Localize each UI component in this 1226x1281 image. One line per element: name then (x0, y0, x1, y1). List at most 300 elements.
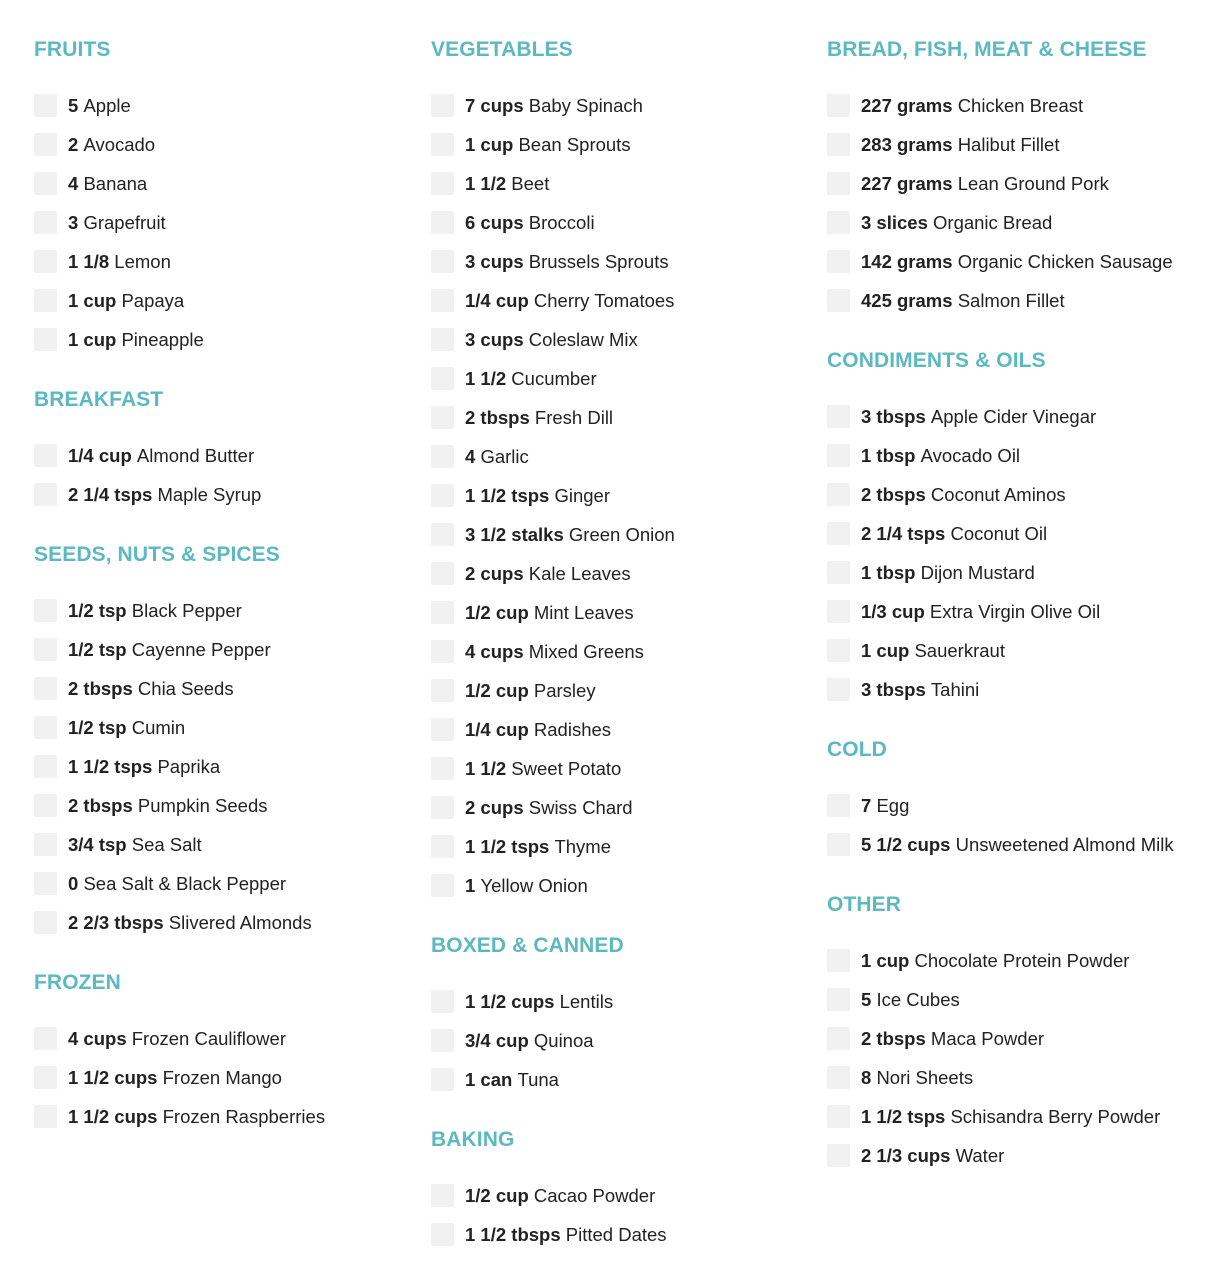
item-label (861, 949, 1129, 972)
item-name: Quinoa (533, 1030, 594, 1051)
item-checkbox[interactable] (34, 328, 57, 351)
list-item (34, 86, 424, 125)
item-checkbox[interactable] (34, 444, 57, 467)
item-checkbox[interactable] (431, 718, 454, 741)
item-quantity: 425 grams (861, 290, 953, 311)
item-name: Swiss Chard (528, 797, 633, 818)
item-checkbox[interactable] (827, 405, 850, 428)
item-quantity: 2 cups (465, 563, 524, 584)
item-checkbox[interactable] (431, 172, 454, 195)
item-name: Cayenne Pepper (131, 639, 271, 660)
item-quantity: 1 1/2 cups (68, 1067, 158, 1088)
item-name: Ginger (554, 485, 610, 506)
item-label (68, 1105, 325, 1128)
list-item (34, 708, 424, 747)
section-title: CONDIMENTS & OILS (827, 349, 1046, 372)
item-checkbox[interactable] (827, 561, 850, 584)
item-quantity: 3 tbsps (861, 406, 926, 427)
item-checkbox[interactable] (827, 1144, 850, 1167)
item-label (861, 1066, 973, 1089)
item-quantity: 1/2 tsp (68, 639, 127, 660)
item-quantity: 1 1/2 tsps (861, 1106, 946, 1127)
list-item (34, 747, 424, 786)
item-label (861, 639, 1005, 662)
item-checkbox[interactable] (34, 638, 57, 661)
item-label (465, 1223, 667, 1246)
item-name: Chicken Breast (957, 95, 1084, 116)
item-name: Schisandra Berry Powder (950, 1106, 1161, 1127)
list-item (431, 827, 821, 866)
item-checkbox[interactable] (431, 1029, 454, 1052)
item-checkbox[interactable] (34, 716, 57, 739)
item-quantity: 1/4 cup (68, 445, 132, 466)
item-label (861, 1027, 1044, 1050)
list-item (431, 593, 821, 632)
item-name: Extra Virgin Olive Oil (929, 601, 1101, 622)
item-label (68, 911, 312, 934)
item-checkbox[interactable] (827, 639, 850, 662)
item-name: Apple Cider Vinegar (930, 406, 1097, 427)
item-label (465, 1029, 594, 1052)
list-item (431, 515, 821, 554)
item-label (465, 562, 631, 585)
section-title: BOXED & CANNED (431, 934, 624, 957)
item-checkbox[interactable] (34, 133, 57, 156)
item-name: Apple (83, 95, 131, 116)
item-label (465, 640, 644, 663)
item-label (465, 289, 674, 312)
list-item (431, 281, 821, 320)
item-checkbox[interactable] (34, 250, 57, 273)
item-quantity: 1 1/2 tsps (68, 756, 153, 777)
item-checkbox[interactable] (431, 757, 454, 780)
item-checkbox[interactable] (827, 522, 850, 545)
item-quantity: 2 (68, 134, 79, 155)
item-checkbox[interactable] (34, 794, 57, 817)
item-list (827, 941, 1217, 1175)
list-item (34, 669, 424, 708)
item-checkbox[interactable] (431, 484, 454, 507)
item-checkbox[interactable] (827, 444, 850, 467)
item-quantity: 2 2/3 tbsps (68, 912, 164, 933)
item-quantity: 2 tbsps (861, 1028, 926, 1049)
list-item (431, 1215, 821, 1254)
item-label (465, 718, 611, 741)
item-label (861, 833, 1174, 856)
item-quantity: 4 cups (465, 641, 524, 662)
list-item (827, 1097, 1217, 1136)
section-vegetables (431, 36, 821, 905)
item-quantity: 2 1/4 tsps (861, 523, 946, 544)
list-item (827, 281, 1217, 320)
item-label (465, 757, 621, 780)
item-checkbox[interactable] (34, 211, 57, 234)
item-label (68, 289, 184, 312)
item-quantity: 4 (68, 173, 79, 194)
item-checkbox[interactable] (827, 250, 850, 273)
item-name: Almond Butter (136, 445, 255, 466)
item-label (861, 94, 1083, 117)
list-item (34, 1019, 424, 1058)
list-item (827, 941, 1217, 980)
item-quantity: 3 tbsps (861, 679, 926, 700)
item-checkbox[interactable] (34, 1105, 57, 1128)
list-item (34, 475, 424, 514)
item-quantity: 1/2 cup (465, 1185, 529, 1206)
list-item (827, 980, 1217, 1019)
item-quantity: 227 grams (861, 173, 953, 194)
section-frozen (34, 969, 424, 1136)
item-checkbox[interactable] (827, 289, 850, 312)
list-item (827, 203, 1217, 242)
section-bread-fish-meat-and-cheese (827, 36, 1217, 320)
item-name: Coleslaw Mix (528, 329, 638, 350)
item-checkbox[interactable] (34, 755, 57, 778)
item-name: Tahini (930, 679, 980, 700)
item-checkbox[interactable] (431, 94, 454, 117)
item-name: Avocado Oil (920, 445, 1021, 466)
item-label (68, 638, 271, 661)
item-label (861, 211, 1052, 234)
item-quantity: 3 cups (465, 251, 524, 272)
item-quantity: 1 (465, 875, 476, 896)
list-item (34, 164, 424, 203)
item-checkbox[interactable] (34, 677, 57, 700)
item-name: Coconut Aminos (930, 484, 1066, 505)
list-item (34, 864, 424, 903)
item-name: Baby Spinach (528, 95, 643, 116)
item-checkbox[interactable] (431, 679, 454, 702)
list-item (431, 1176, 821, 1215)
item-label (465, 94, 643, 117)
item-quantity: 5 1/2 cups (861, 834, 951, 855)
item-label (861, 289, 1065, 312)
item-checkbox[interactable] (827, 483, 850, 506)
item-list (431, 1176, 821, 1254)
item-name: Black Pepper (131, 600, 242, 621)
item-label (68, 599, 242, 622)
item-checkbox[interactable] (827, 172, 850, 195)
item-checkbox[interactable] (34, 1066, 57, 1089)
item-quantity: 142 grams (861, 251, 953, 272)
list-item (431, 710, 821, 749)
item-checkbox[interactable] (34, 1027, 57, 1050)
list-item (431, 86, 821, 125)
item-label (68, 1066, 282, 1089)
list-item (827, 553, 1217, 592)
item-label (861, 250, 1173, 273)
item-quantity: 1 1/2 cups (465, 991, 555, 1012)
item-checkbox[interactable] (827, 988, 850, 1011)
item-name: Organic Bread (933, 212, 1053, 233)
item-checkbox[interactable] (431, 367, 454, 390)
item-label (861, 600, 1100, 623)
item-quantity: 1 cup (465, 134, 514, 155)
item-checkbox[interactable] (431, 1184, 454, 1207)
item-checkbox[interactable] (827, 949, 850, 972)
list-item (827, 475, 1217, 514)
item-checkbox[interactable] (827, 678, 850, 701)
item-label (68, 172, 147, 195)
item-name: Radishes (533, 719, 612, 740)
item-checkbox[interactable] (431, 523, 454, 546)
item-quantity: 3 cups (465, 329, 524, 350)
item-quantity: 1 1/2 tbsps (465, 1224, 561, 1245)
item-name: Frozen Raspberries (162, 1106, 326, 1127)
item-list (34, 436, 424, 514)
item-checkbox[interactable] (431, 796, 454, 819)
item-name: Maca Powder (930, 1028, 1045, 1049)
item-name: Brussels Sprouts (528, 251, 669, 272)
item-checkbox[interactable] (827, 833, 850, 856)
column-2 (431, 36, 821, 1281)
item-checkbox[interactable] (827, 794, 850, 817)
item-label (68, 677, 234, 700)
item-label (68, 483, 261, 506)
list-item (827, 514, 1217, 553)
item-name: Fresh Dill (534, 407, 614, 428)
list-item (827, 670, 1217, 709)
item-label (465, 874, 588, 897)
list-item (34, 786, 424, 825)
item-checkbox[interactable] (34, 833, 57, 856)
item-label (465, 328, 638, 351)
column-3 (827, 36, 1217, 1202)
item-name: Broccoli (528, 212, 595, 233)
item-quantity: 3 (68, 212, 79, 233)
item-checkbox[interactable] (827, 133, 850, 156)
item-label (861, 988, 960, 1011)
item-quantity: 283 grams (861, 134, 953, 155)
item-checkbox[interactable] (827, 1105, 850, 1128)
item-label (68, 94, 131, 117)
item-checkbox[interactable] (34, 599, 57, 622)
list-item (827, 164, 1217, 203)
column-1 (34, 36, 424, 1163)
item-quantity: 3 1/2 stalks (465, 524, 564, 545)
item-name: Coconut Oil (950, 523, 1048, 544)
item-label (861, 678, 979, 701)
item-name: Mint Leaves (533, 602, 634, 623)
item-name: Bean Sprouts (518, 134, 631, 155)
section-title: BREAD, FISH, MEAT & CHEESE (827, 38, 1147, 61)
item-list (827, 786, 1217, 864)
list-item (431, 671, 821, 710)
item-label (465, 679, 596, 702)
item-name: Halibut Fillet (957, 134, 1060, 155)
item-checkbox[interactable] (431, 990, 454, 1013)
item-label (68, 1027, 286, 1050)
item-checkbox[interactable] (827, 600, 850, 623)
item-name: Nori Sheets (876, 1067, 974, 1088)
item-checkbox[interactable] (431, 289, 454, 312)
item-checkbox[interactable] (431, 445, 454, 468)
item-quantity: 1 cup (861, 950, 910, 971)
list-item (34, 630, 424, 669)
section-baking (431, 1126, 821, 1254)
list-item (34, 903, 424, 942)
item-checkbox[interactable] (827, 1027, 850, 1050)
item-quantity: 0 (68, 873, 79, 894)
item-quantity: 1 cup (68, 329, 117, 350)
item-name: Sea Salt (131, 834, 202, 855)
item-label (68, 833, 202, 856)
item-name: Unsweetened Almond Milk (955, 834, 1174, 855)
item-checkbox[interactable] (34, 483, 57, 506)
item-name: Cacao Powder (533, 1185, 656, 1206)
item-quantity: 4 (465, 446, 476, 467)
item-label (465, 250, 669, 273)
item-label (861, 1144, 1004, 1167)
item-checkbox[interactable] (431, 1223, 454, 1246)
list-item (431, 749, 821, 788)
item-label (465, 211, 595, 234)
item-name: Ice Cubes (876, 989, 960, 1010)
item-label (465, 796, 633, 819)
item-name: Sauerkraut (914, 640, 1005, 661)
item-checkbox[interactable] (34, 911, 57, 934)
item-name: Chocolate Protein Powder (914, 950, 1130, 971)
item-name: Thyme (554, 836, 612, 857)
list-item (431, 437, 821, 476)
list-item (431, 125, 821, 164)
item-list (34, 1019, 424, 1136)
item-quantity: 1/4 cup (465, 719, 529, 740)
item-quantity: 6 cups (465, 212, 524, 233)
item-label (68, 133, 155, 156)
list-item (827, 1058, 1217, 1097)
item-checkbox[interactable] (827, 211, 850, 234)
item-quantity: 1/4 cup (465, 290, 529, 311)
item-quantity: 8 (861, 1067, 872, 1088)
item-quantity: 1/3 cup (861, 601, 925, 622)
item-checkbox[interactable] (431, 250, 454, 273)
item-quantity: 227 grams (861, 95, 953, 116)
item-name: Lentils (559, 991, 614, 1012)
item-checkbox[interactable] (34, 172, 57, 195)
list-item (827, 1019, 1217, 1058)
item-quantity: 3/4 cup (465, 1030, 529, 1051)
section-fruits (34, 36, 424, 359)
item-name: Papaya (121, 290, 185, 311)
list-item (827, 86, 1217, 125)
item-label (68, 211, 166, 234)
list-item (431, 982, 821, 1021)
item-checkbox[interactable] (34, 94, 57, 117)
item-quantity: 1 can (465, 1069, 513, 1090)
item-checkbox[interactable] (431, 211, 454, 234)
item-label (861, 172, 1109, 195)
item-quantity: 2 tbsps (68, 678, 133, 699)
item-checkbox[interactable] (431, 640, 454, 663)
item-name: Egg (876, 795, 910, 816)
list-item (431, 242, 821, 281)
list-item (827, 125, 1217, 164)
item-checkbox[interactable] (431, 562, 454, 585)
item-list (34, 591, 424, 942)
section-title: FROZEN (34, 971, 121, 994)
list-item (34, 203, 424, 242)
item-label (861, 444, 1020, 467)
list-item (431, 476, 821, 515)
list-item (827, 397, 1217, 436)
item-quantity: 2 tbsps (465, 407, 530, 428)
item-checkbox[interactable] (34, 872, 57, 895)
item-quantity: 1 1/2 tsps (465, 836, 550, 857)
item-name: Sea Salt & Black Pepper (83, 873, 287, 894)
item-name: Cherry Tomatoes (533, 290, 675, 311)
item-quantity: 4 cups (68, 1028, 127, 1049)
item-list (827, 86, 1217, 320)
list-item (431, 359, 821, 398)
section-title: VEGETABLES (431, 38, 573, 61)
item-name: Grapefruit (83, 212, 166, 233)
item-checkbox[interactable] (827, 1066, 850, 1089)
item-quantity: 1 tbsp (861, 562, 916, 583)
item-label (465, 1184, 655, 1207)
section-other (827, 891, 1217, 1175)
section-title: SEEDS, NUTS & SPICES (34, 543, 280, 566)
section-title: BREAKFAST (34, 388, 164, 411)
item-label (861, 1105, 1160, 1128)
item-label (465, 484, 610, 507)
item-name: Slivered Almonds (168, 912, 312, 933)
item-quantity: 7 (861, 795, 872, 816)
item-quantity: 1 1/2 (465, 758, 507, 779)
item-label (68, 250, 171, 273)
item-checkbox[interactable] (431, 1068, 454, 1091)
section-cold (827, 736, 1217, 864)
item-label (465, 601, 634, 624)
item-quantity: 1 cup (68, 290, 117, 311)
item-quantity: 3/4 tsp (68, 834, 127, 855)
item-quantity: 2 cups (465, 797, 524, 818)
section-boxed-and-canned (431, 932, 821, 1099)
item-checkbox[interactable] (431, 133, 454, 156)
item-quantity: 3 slices (861, 212, 928, 233)
item-quantity: 1 1/2 (465, 368, 507, 389)
item-checkbox[interactable] (431, 874, 454, 897)
item-quantity: 1/2 cup (465, 602, 529, 623)
item-quantity: 1/2 tsp (68, 600, 127, 621)
item-quantity: 1 1/2 cups (68, 1106, 158, 1127)
item-checkbox[interactable] (431, 328, 454, 351)
item-checkbox[interactable] (827, 94, 850, 117)
item-label (465, 1068, 559, 1091)
item-name: Cumin (131, 717, 186, 738)
item-checkbox[interactable] (431, 601, 454, 624)
item-label (861, 561, 1035, 584)
item-label (465, 523, 675, 546)
list-item (827, 825, 1217, 864)
item-label (465, 990, 613, 1013)
list-item (431, 320, 821, 359)
item-name: Lean Ground Pork (957, 173, 1109, 194)
list-item (431, 164, 821, 203)
item-checkbox[interactable] (431, 835, 454, 858)
list-item (34, 320, 424, 359)
section-title: FRUITS (34, 38, 111, 61)
item-quantity: 5 (861, 989, 872, 1010)
item-quantity: 1 cup (861, 640, 910, 661)
item-checkbox[interactable] (431, 406, 454, 429)
section-title: COLD (827, 738, 887, 761)
item-name: Green Onion (568, 524, 675, 545)
item-name: Tuna (517, 1069, 559, 1090)
item-label (465, 172, 549, 195)
item-checkbox[interactable] (34, 289, 57, 312)
item-quantity: 1 tbsp (861, 445, 916, 466)
